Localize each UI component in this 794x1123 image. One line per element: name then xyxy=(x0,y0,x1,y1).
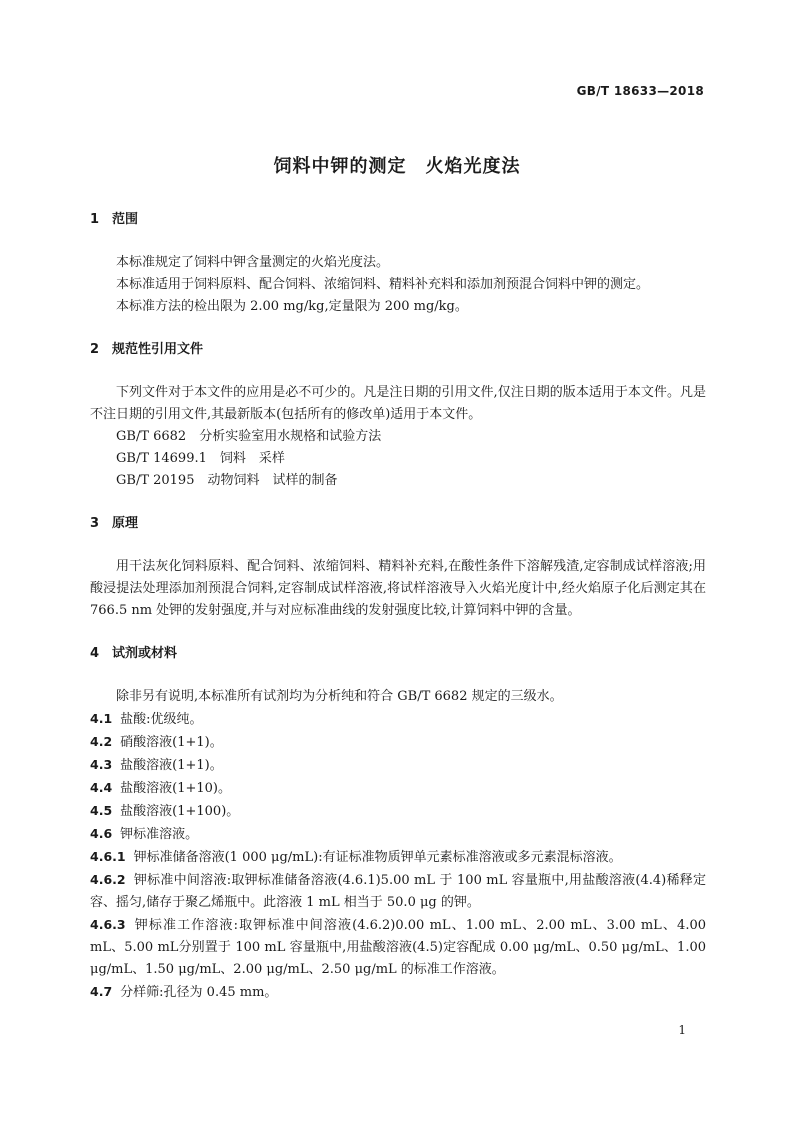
section-normative-references xyxy=(90,340,706,492)
item-number: 4.1 xyxy=(90,711,113,726)
item-text: 盐酸:优级纯。 xyxy=(120,712,203,727)
section-number: 1 xyxy=(90,212,100,227)
section-number: 3 xyxy=(90,516,100,531)
item-number: 4.6.1 xyxy=(90,849,126,864)
reference-item: GB/T 14699.1 饲料 采样 xyxy=(116,451,285,466)
item-text: 盐酸溶液(1+1)。 xyxy=(120,758,223,773)
item-text: 钾标准溶液。 xyxy=(120,827,199,842)
item-number: 4.5 xyxy=(90,803,113,818)
section-scope xyxy=(90,210,706,318)
item-text: 盐酸溶液(1+100)。 xyxy=(120,804,240,819)
list-item xyxy=(90,846,706,869)
item-text: 钾标准工作溶液:取钾标准中间溶液(4.6.2)0.00 mL、1.00 mL、2.00 mL、3.00 mL、4.00 mL、5.00 mL分别置于 100 mL 容量瓶中,用盐酸溶液(4.5)定容配成 0.00 μg/mL、0.50 μg/mL、1.00 μg/mL、1.50 μg/mL、2.00 μg/mL、2.50 μg/mL 的标准工作溶液。 xyxy=(90,918,706,977)
item-text: 分样筛:孔径为 0.45 mm。 xyxy=(120,985,278,1000)
document-body xyxy=(90,210,706,1004)
item-number: 4.6.3 xyxy=(90,917,126,932)
list-item xyxy=(90,754,706,777)
list-item xyxy=(90,800,706,823)
item-number: 4.4 xyxy=(90,780,113,795)
section-title: 规范性引用文件 xyxy=(112,342,204,357)
section-heading xyxy=(90,644,706,664)
paragraph: 本标准适用于饲料原料、配合饲料、浓缩饲料、精料补充料和添加剂预混合饲料中钾的测定。 xyxy=(116,277,650,292)
list-item xyxy=(90,823,706,846)
item-text: 硝酸溶液(1+1)。 xyxy=(120,735,223,750)
list-item xyxy=(90,981,706,1004)
document-title: 饲料中钾的测定 火焰光度法 xyxy=(273,156,521,177)
list-item xyxy=(90,731,706,754)
page-number: 1 xyxy=(678,1023,686,1037)
section-principle xyxy=(90,514,706,622)
section-reagents xyxy=(90,644,706,1004)
section-title: 试剂或材料 xyxy=(112,646,178,661)
list-item xyxy=(90,708,706,731)
section-heading xyxy=(90,340,706,360)
section-number: 4 xyxy=(90,646,100,661)
paragraph: 本标准规定了饲料中钾含量测定的火焰光度法。 xyxy=(116,255,390,270)
item-number: 4.2 xyxy=(90,734,113,749)
list-item xyxy=(90,869,706,914)
section-heading xyxy=(90,210,706,230)
item-number: 4.6.2 xyxy=(90,872,126,887)
item-text: 盐酸溶液(1+10)。 xyxy=(120,781,232,796)
section-number: 2 xyxy=(90,342,100,357)
paragraph: 用干法灰化饲料原料、配合饲料、浓缩饲料、精料补充料,在酸性条件下溶解残渣,定容制成试样溶液;用酸浸提法处理添加剂预混合饲料,定容制成试样溶液,将试样溶液导入火焰光度计中,经火焰原子化后测定其在 766.5 nm 处钾的发射强度,并与对应标准曲线的发射强度比较,计算饲料中钾的含量。 xyxy=(90,559,706,618)
item-number: 4.6 xyxy=(90,826,113,841)
section-title: 范围 xyxy=(112,212,139,227)
list-item xyxy=(90,914,706,981)
item-number: 4.3 xyxy=(90,757,113,772)
section-heading xyxy=(90,514,706,534)
reference-item: GB/T 6682 分析实验室用水规格和试验方法 xyxy=(116,429,382,444)
paragraph: 除非另有说明,本标准所有试剂均为分析纯和符合 GB/T 6682 规定的三级水。 xyxy=(116,689,563,704)
item-text: 钾标准中间溶液:取钾标准储备溶液(4.6.1)5.00 mL 于 100 mL 容量瓶中,用盐酸溶液(4.4)稀释定容、摇匀,储存于聚乙烯瓶中。此溶液 1 mL 相当于 50.0 μg 的钾。 xyxy=(90,873,706,910)
list-item xyxy=(90,777,706,800)
paragraph: 下列文件对于本文件的应用是必不可少的。凡是注日期的引用文件,仅注日期的版本适用于本文件。凡是不注日期的引用文件,其最新版本(包括所有的修改单)适用于本文件。 xyxy=(90,385,706,422)
item-number: 4.7 xyxy=(90,984,113,999)
section-title: 原理 xyxy=(112,516,139,531)
reference-item: GB/T 20195 动物饲料 试样的制备 xyxy=(116,473,338,488)
item-text: 钾标准储备溶液(1 000 μg/mL):有证标准物质钾单元素标准溶液或多元素混标溶液。 xyxy=(133,850,622,865)
paragraph: 本标准方法的检出限为 2.00 mg/kg,定量限为 200 mg/kg。 xyxy=(116,299,468,314)
standard-number: GB/T 18633—2018 xyxy=(576,84,704,98)
